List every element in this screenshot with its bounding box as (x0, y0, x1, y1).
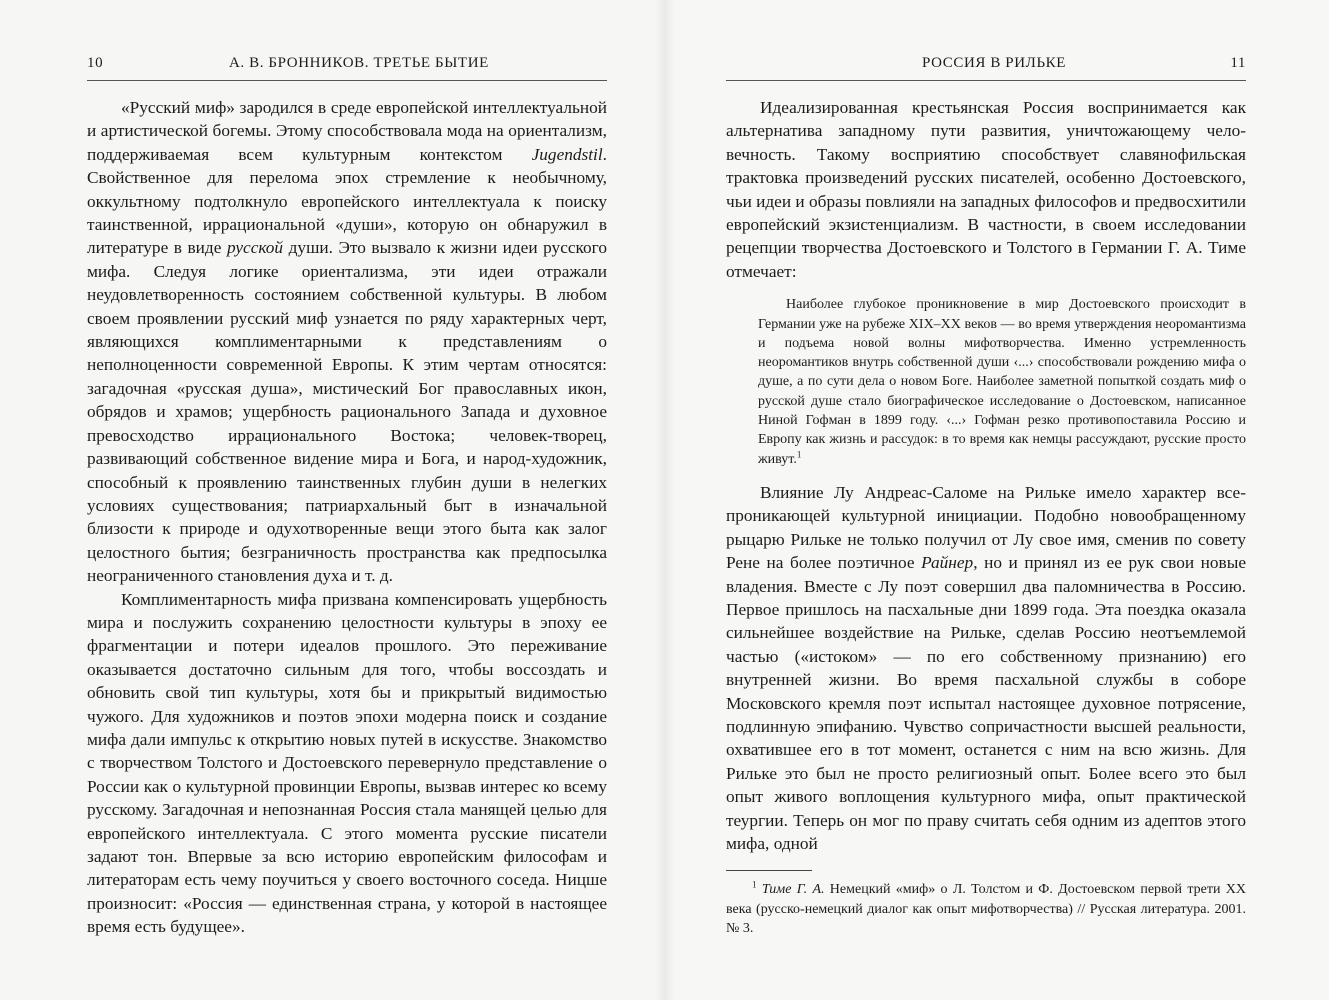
book-gutter-shadow (655, 0, 675, 1000)
right-text-column (726, 96, 1246, 855)
right-header-rule (726, 80, 1246, 81)
footnote-ref: 1 (796, 448, 802, 459)
italic-text: Jugendstil (531, 144, 603, 164)
text-run: Влияние Лу Андреас-Саломе на Рильке имело характер всепроникающей культурной инициации. Подобно новообращенному рыцарю Рильке не только получил от Лу свое имя, сменив по совету Рене на более поэтичное (726, 482, 1246, 573)
left-paragraph-1 (87, 96, 607, 588)
block-quote (758, 295, 1246, 469)
left-text-column (87, 96, 607, 939)
footnote-text: Немецкий «миф» о Л. Толстом и Ф. Достоевском первой трети XX века (русско-немецкий диалог как опыт мифотворчества) // Русская литература. 2001. № 3. (726, 882, 1247, 936)
footnote-rule (726, 870, 812, 871)
text-run: . Свойственное для перелома эпох стремление к необычному, оккультному подтолкнуло европейского интеллектуала к поиску таинственной, иррациональной «души», которую он обнаружил в литературе в виде (87, 144, 607, 258)
italic-text: русской (226, 238, 284, 258)
footnote-number: 1 (752, 879, 757, 890)
left-paragraph-2 (87, 588, 607, 939)
right-paragraph-2 (726, 481, 1246, 856)
text-run: «Русский миф» зародился в среде европейской интеллектуальной и артистической богемы. Этому способствовала мода на ориентализм, поддерживаемая всем культурным контекстом (87, 98, 607, 164)
left-page (0, 0, 664, 1000)
italic-text: Райнер (921, 553, 974, 573)
block-quote-text: Наиболее глубокое проникновение в мир Достоевского происходит в Германии уже на рубеже XIX–XX веков — во время утверждения неоромантизма и подъема новой волны мифотворчества. Именно устремленность неоромантиков внутрь собственной души ‹...› способствовали рождению мифа о душе, а по сути дела о новом Боге. Наиболее заметной попыткой создать миф о русской душе стало биографическое исследование о Достоевском, написанное Ниной Гофман в 1899 году. ‹...› Гофман резко противопоставила Россию и Европу как жизнь и рассудок: в то время как немцы рассуждают, русские просто живут. (758, 297, 1246, 467)
footnote (726, 880, 1246, 939)
footnote-author: Тиме Г. А. (761, 882, 825, 897)
left-running-head (87, 55, 607, 77)
left-page-number: 10 (87, 55, 104, 71)
text-run: , но и принял из ее рук свои новые владения. Вместе с Лу поэт совершил два паломничества в Россию. Первое пришлось на пасхальные дни 1899 года. Эта поездка оказала сильнейшее воздействие на Рильке, сделав Россию неотъемлемой частью («истоком» — по его собственному признанию) его внутренней жизни. Во время пасхальной службы в соборе Московского кремля поэт испытал настоящее духовное потрясение, подлинную эпифанию. Чувство сопричастности высшей реальности, охватившее его в тот момент, останется с ним на всю жизнь. Для Рильке это был не просто религиозный опыт. Более всего это был опыт живого воплощения культурного мифа, опыт практической теургии. Теперь он мог по праву считать себя одним из адептов этого мифа, одной (726, 553, 1246, 854)
right-page (664, 0, 1329, 1000)
text-run: души. Это вызвало к жизни идеи русского мифа. Следуя логике ориентализма, эти идеи отражали неудовлетворенность состоянием собственной культуры. В любом своем проявлении русский миф узнается по ряду характерных черт, являющихся комплиментарными к представлениям о неполноценности современной Европы. К этим чертам относятся: загадочная «русская душа», мистический Бог православных икон, обрядов и храмов; ущербность рационального Запада и духовное превосходство иррационального Востока; человек-творец, развивающий собственное видение мира и Бога, и народ-художник, способный к проявлению таинственных глубин души в нелегких условиях существования; патриархальный быт в изначальной близости к природе и одухотворенные вещи этого быта как залог целостного бытия; безграничность пространства как предпосылка неограниченного становления духа и т. д. (87, 238, 607, 586)
text-run: Комплиментарность мифа призвана компенсировать ущербность мира и послужить сохранению целостности культуры в эпоху ее фрагментации и потери идеалов прошлого. Это переживание оказывается достаточно сильным для того, чтобы воссоздать и обновить свой тип культуры, хотя бы и прикрытый видимостью чужого. Для художников и поэтов эпохи модерна поиск и создание мифа дали импульс к открытию новых путей в искусстве. Знакомство с творчеством Толстого и Достоевского перевернуло представление о России как о культурной провинции Европы, вызвав интерес ко всему русскому. Загадочная и непознанная Россия стала манящей целью для европейского интеллектуала. С этого момента русские писатели задают тон. Впервые за всю историю европейским философам и литераторам есть чему поучиться у своего восточного соседа. Ницше произносит: «Россия — единственная страна, у которой в настоящее время есть будущее». (87, 589, 607, 937)
right-page-number: 11 (1230, 55, 1246, 71)
right-running-head (726, 55, 1246, 77)
left-header-title: А. В. БРОННИКОВ. ТРЕТЬЕ БЫТИЕ (229, 55, 489, 71)
right-paragraph-1: Идеализированная крестьянская Россия воспринимается как альтернатива западному пути развития, уничтожающему человечность. Такому восприятию способствует славянофильская трактовка произведений русских писателей, особенно Достоевского, чьи идеи и образы повлияли на западных философов и предвосхитили европейский экзистенциализм. В частности, в своем исследовании рецепции творчества Достоевского и Толстого в Германии Г. А. Тиме отмечает: (726, 98, 1246, 281)
right-header-title: РОССИЯ В РИЛЬКЕ (922, 55, 1067, 71)
left-header-rule (87, 80, 607, 81)
